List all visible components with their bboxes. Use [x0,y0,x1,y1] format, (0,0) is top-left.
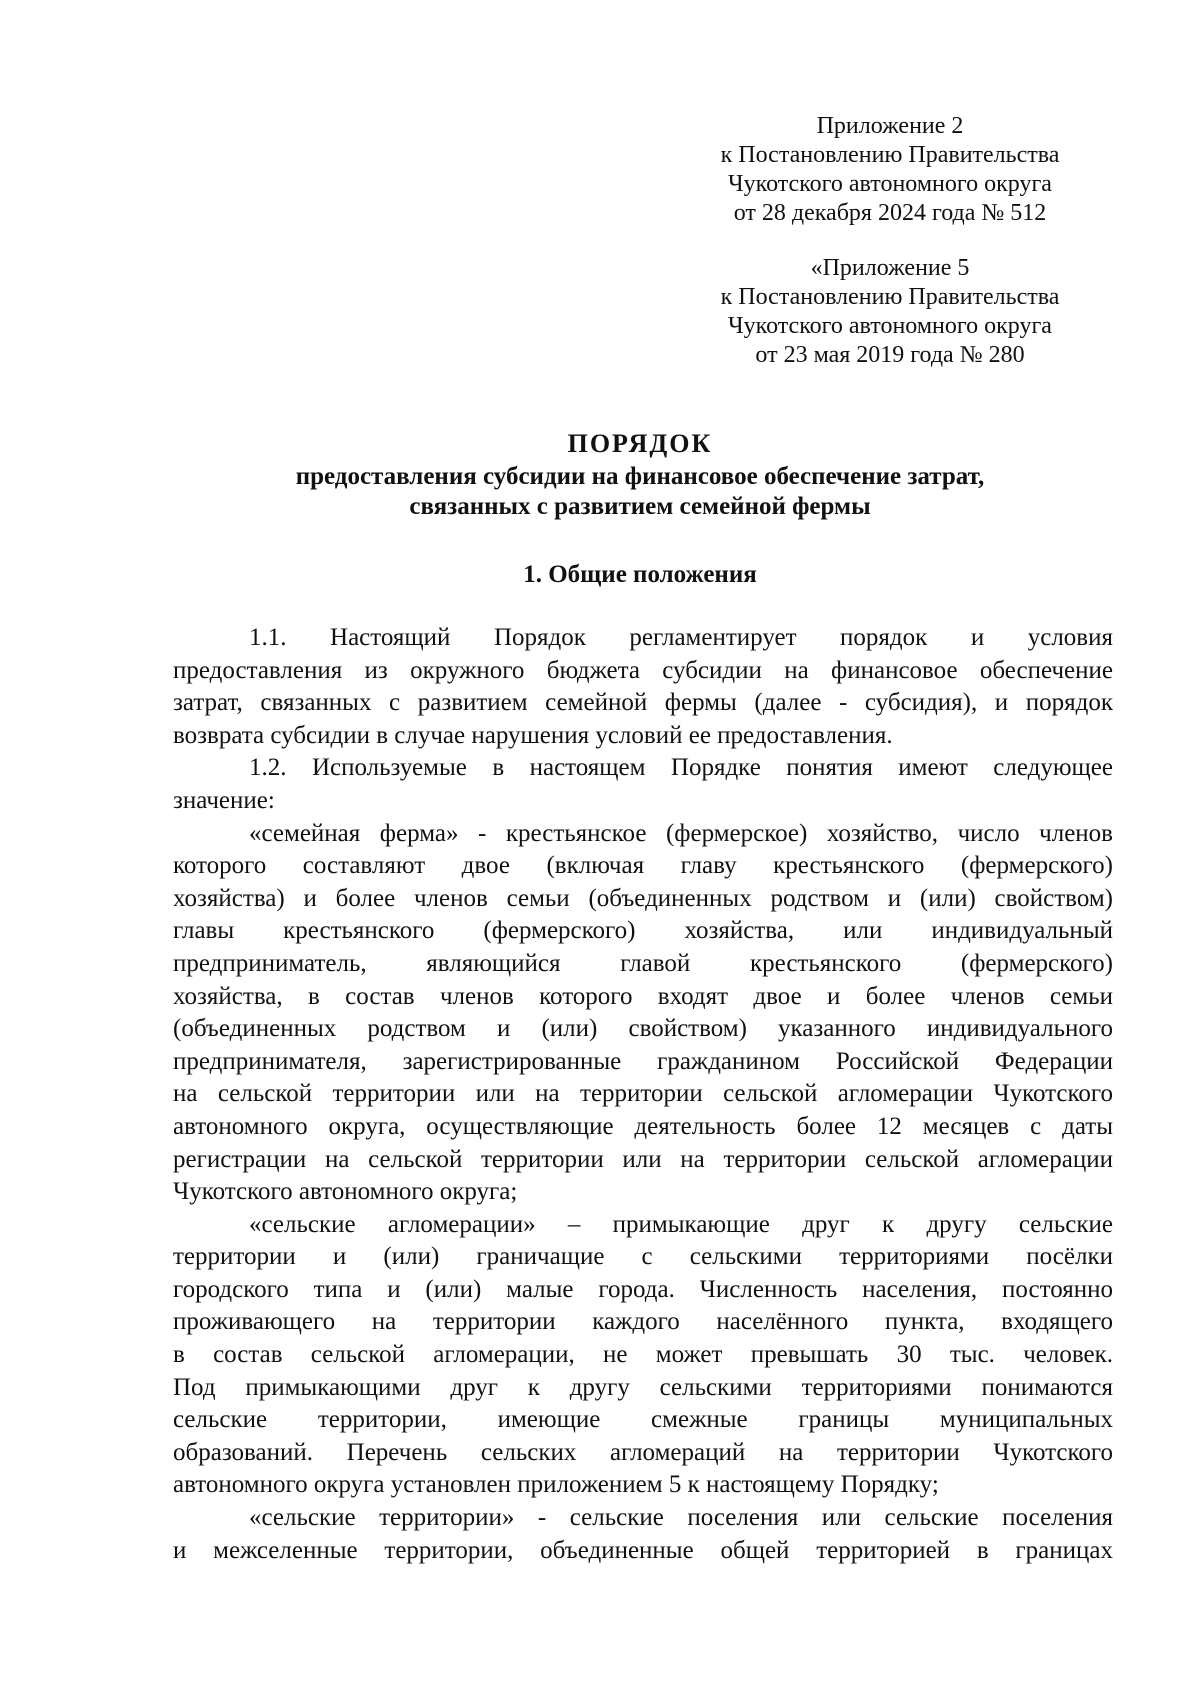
paragraph [173,1209,1113,1502]
subtitle-line: связанных с развитием семейной фермы [409,493,871,520]
paragraph-line: городского типа и (или) малые города. Численность населения, постоянно [173,1275,1113,1303]
paragraph-line: главы крестьянского (фермерского) хозяйства, или индивидуальный [173,917,1113,945]
paragraph-line: хозяйства) и более членов семьи (объединенных родством и (или) свойством) [173,884,1113,912]
paragraph-line: «семейная ферма» - крестьянское (фермерское) хозяйство, число членов [249,819,1113,847]
paragraph-line: в состав сельской агломерации, не может превышать 30 тыс. человек. [173,1341,1113,1369]
section-heading: 1. Общие положения [523,561,757,588]
appendix-line: к Постановлению Правительства [720,142,1060,168]
paragraph-line: сельские территории, имеющие смежные границы муниципальных [173,1406,1113,1434]
paragraph-line: автономного округа, осуществляющие деятельность более 12 месяцев с даты [173,1112,1113,1140]
paragraph-line: (объединенных родством и (или) свойством) указанного индивидуального [173,1015,1113,1043]
paragraph-line: регистрации на сельской территории или на территории сельской агломерации [173,1145,1113,1173]
paragraph-line: 1.1. Настоящий Порядок регламентирует порядок и условия [249,624,1113,651]
paragraph [173,818,1113,1209]
paragraph [173,1502,1113,1567]
paragraph-line: Под примыкающими друг к другу сельскими территориями понимаются [173,1373,1113,1401]
paragraph-line: Чукотского автономного округа; [173,1178,518,1206]
paragraph-line: «сельские территории» - сельские поселения или сельские поселения [249,1504,1113,1532]
paragraph-line: и межселенные территории, объединенные общей территорией в границах [173,1536,1113,1564]
paragraph-line: на сельской территории или на территории сельской агломерации Чукотского [173,1080,1113,1108]
paragraph-line: которого составляют двое (включая главу крестьянского (фермерского) [173,852,1113,880]
document-body [173,622,1113,1567]
appendix-line: к Постановлению Правительства [720,284,1060,310]
paragraph-line: образований. Перечень сельских агломераций на территории Чукотского [173,1438,1113,1466]
paragraph [173,752,1113,817]
appendix-header-5 [690,254,1090,370]
subtitle-line: предоставления субсидии на финансовое обеспечение затрат, [295,463,985,490]
appendix-line: от 23 мая 2019 года № 280 [755,342,1025,368]
paragraph-line: территории и (или) граничащие с сельскими территориями посёлки [173,1243,1113,1271]
appendix-line: «Приложение 5 [810,255,970,281]
paragraph-line: возврата субсидии в случае нарушения условий ее предоставления. [173,721,893,749]
paragraph-line: значение: [173,786,275,814]
appendix-line: Чукотского автономного округа [728,171,1052,197]
paragraph-line: предприниматель, являющийся главой крестьянского (фермерского) [173,949,1113,977]
document-subtitle [170,462,1110,522]
paragraph-line: автономного округа установлен приложением 5 к настоящему Порядку; [173,1471,939,1499]
paragraph-line: затрат, связанных с развитием семейной фермы (далее - субсидия), и порядок [173,689,1113,717]
paragraph-line: предпринимателя, зарегистрированные гражданином Российской Федерации [173,1047,1113,1075]
paragraph-line: проживающего на территории каждого населённого пункта, входящего [173,1308,1113,1336]
appendix-line: Чукотского автономного округа [728,313,1052,339]
paragraph-line: предоставления из окружного бюджета субсидии на финансовое обеспечение [173,656,1113,684]
paragraph-line: 1.2. Используемые в настоящем Порядке понятия имеют следующее [249,754,1113,782]
appendix-line: Приложение 2 [816,113,964,139]
paragraph [173,622,1113,752]
paragraph-line: «сельские агломерации» – примыкающие друг к другу сельские [249,1210,1113,1238]
document-title: ПОРЯДОК [567,429,713,458]
appendix-header-2 [690,112,1090,228]
paragraph-line: хозяйства, в состав членов которого входят двое и более членов семьи [173,982,1113,1010]
appendix-line: от 28 декабря 2024 года № 512 [733,200,1047,226]
